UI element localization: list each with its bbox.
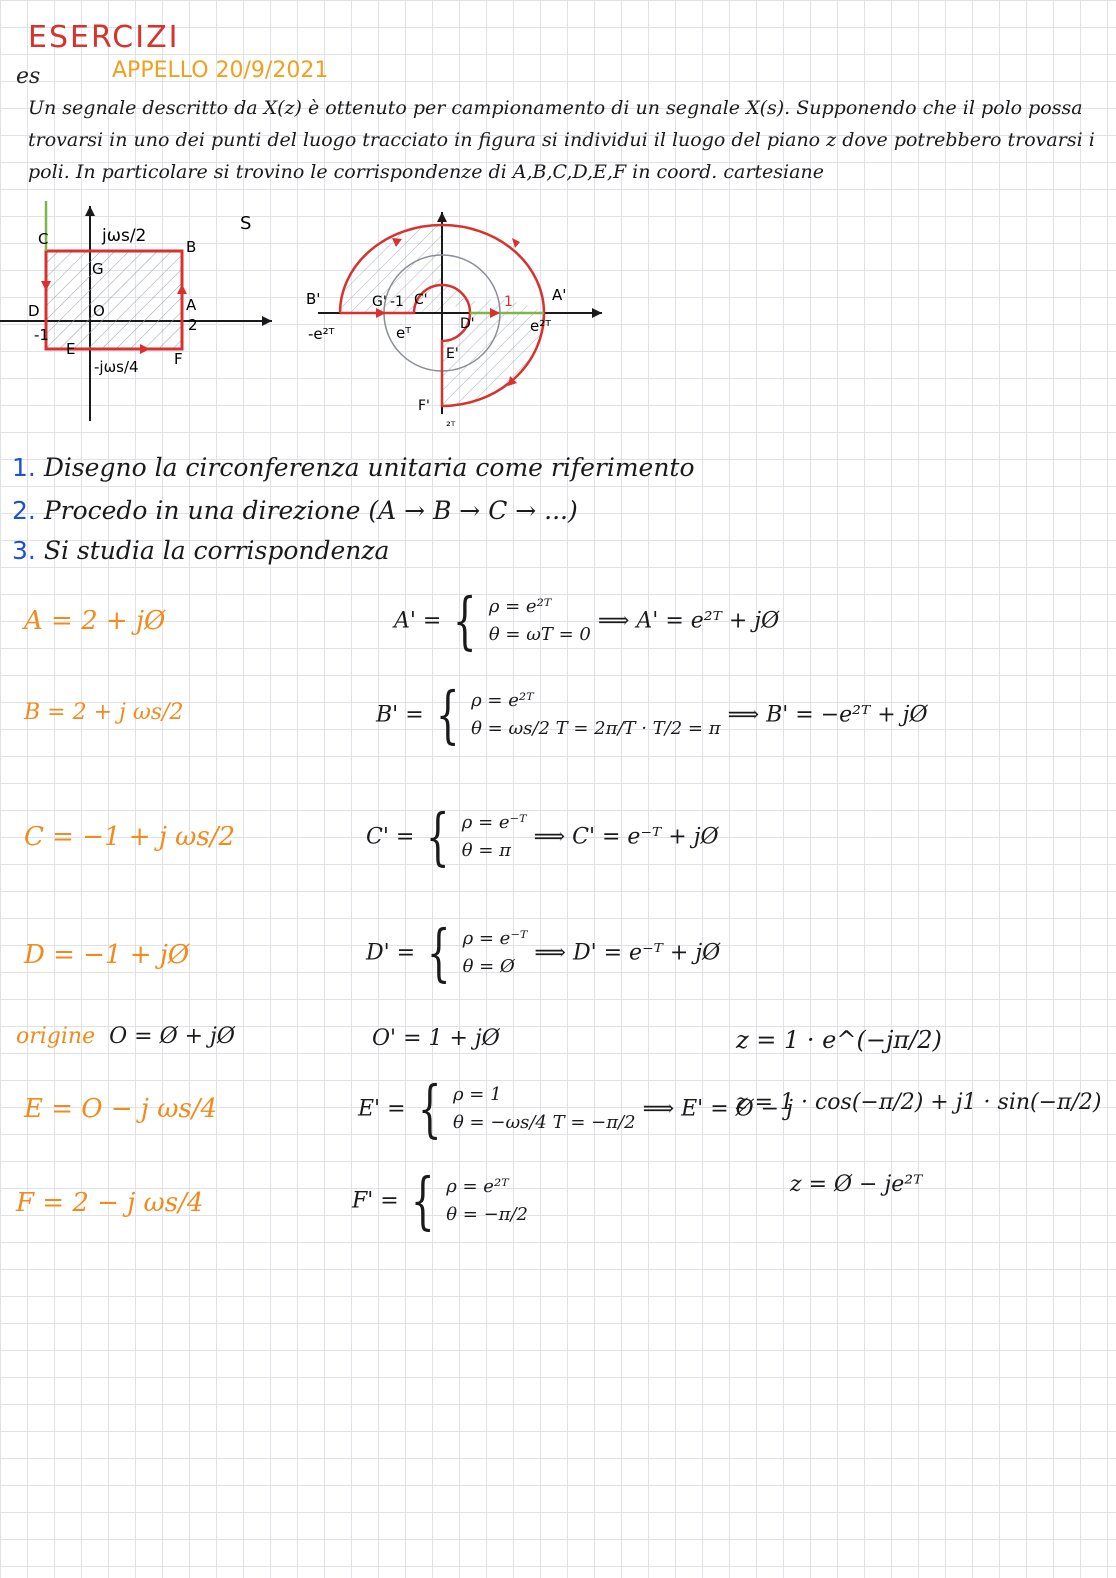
- point-b-mapping: B' = { ρ = e²ᵀ θ = ωs/2 T = 2π/T · T/2 = π ⟹ B' = −e²ᵀ + jØ: [376, 678, 928, 751]
- z-label-et: eᵀ: [396, 324, 411, 342]
- s-label-ybottom: -jωs/4: [94, 358, 139, 376]
- point-f-lhs: F = 2 − j ωs/4: [16, 1188, 204, 1218]
- point-a-lhs: A = 2 + jØ: [24, 606, 166, 636]
- exam-date: APPELLO 20/9/2021: [112, 58, 329, 83]
- step-3: 3. Si studia la corrispondenza: [12, 536, 390, 565]
- page-title: ESERCIZI: [28, 20, 180, 55]
- note-z-trig: z = 1 · cos(−π/2) + j1 · sin(−π/2): [736, 1090, 1102, 1115]
- point-b-lhs: B = 2 + j ωs/2: [24, 700, 184, 725]
- point-f-mapping: F' = { ρ = e²ᵀ θ = −π/2: [352, 1164, 528, 1237]
- s-label-b: B: [186, 238, 197, 256]
- z-label-one: 1: [504, 294, 513, 310]
- s-label-e: E: [66, 340, 76, 358]
- step-2: 2. Procedo in una direzione (A → B → C → ...): [12, 496, 578, 525]
- z-label-a: A': [552, 286, 567, 304]
- s-label-plane: S: [240, 213, 252, 234]
- problem-statement: Un segnale descritto da X(z) è ottenuto per campionamento di un segnale X(s). Supponendo che il polo possa trovarsi in uno dei punti del luogo tracciato in figura si individui il luogo del piano z dove potrebbero trovarsi i poli. In particolare si trovino le corrispondenze di A,B,C,D,E,F in coord. cartesiane: [28, 97, 1095, 183]
- s-label-xright: 2: [188, 316, 198, 334]
- z-label-e2t: e²ᵀ: [530, 317, 552, 335]
- z-label-e: E': [446, 346, 459, 362]
- origin-lhs: origine O = Ø + jØ: [16, 1024, 235, 1049]
- z-label-f: F': [418, 398, 430, 414]
- s-label-f: F: [174, 350, 183, 368]
- s-label-ytop: jωs/2: [102, 226, 147, 246]
- z-label-minus-one: -1: [390, 294, 404, 310]
- s-label-d: D: [28, 302, 40, 320]
- note-z-result: z = Ø − je²ᵀ: [790, 1172, 923, 1197]
- point-c-lhs: C = −1 + j ωs/2: [24, 822, 236, 852]
- point-d-mapping: D' = { ρ = e⁻ᵀ θ = Ø ⟹ D' = e⁻ᵀ + jØ: [366, 916, 721, 989]
- s-label-g: G: [92, 260, 104, 278]
- z-label-c: C': [414, 292, 428, 308]
- z-label-neg-e2t: -e²ᵀ: [308, 325, 335, 343]
- exercise-label: es: [16, 64, 41, 89]
- point-c-mapping: C' = { ρ = e⁻ᵀ θ = π ⟹ C' = e⁻ᵀ + jØ: [366, 800, 719, 873]
- figure-s-z-planes: [0, 196, 620, 436]
- z-plane-diagram: [306, 212, 602, 433]
- step-1: 1. Disegno la circonferenza unitaria come riferimento: [12, 453, 695, 482]
- origin-mapping: O' = 1 + jØ: [372, 1026, 500, 1051]
- point-d-lhs: D = −1 + jØ: [24, 940, 190, 970]
- s-label-a: A: [186, 296, 197, 314]
- z-label-d: D': [460, 316, 475, 332]
- point-e-mapping: E' = { ρ = 1 θ = −ωs/4 T = −π/2 ⟹ E' = Ø − j: [358, 1072, 793, 1145]
- s-plane-diagram: [0, 201, 272, 421]
- s-region-hatch: [46, 251, 182, 349]
- s-label-xleft: -1: [34, 326, 49, 344]
- s-label-c: C: [38, 230, 49, 248]
- z-label-g: G': [372, 294, 387, 310]
- z-label-bottom: ²ᵀ: [446, 419, 456, 433]
- point-e-lhs: E = O − j ωs/4: [24, 1094, 218, 1124]
- s-label-origin: O: [93, 302, 105, 320]
- z-label-b: B': [306, 290, 321, 308]
- point-a-mapping: A' = { ρ = e²ᵀ θ = ωT = 0 ⟹ A' = e²ᵀ + jØ: [394, 584, 780, 657]
- note-z-exponential: z = 1 · e^(−jπ/2): [736, 1026, 942, 1054]
